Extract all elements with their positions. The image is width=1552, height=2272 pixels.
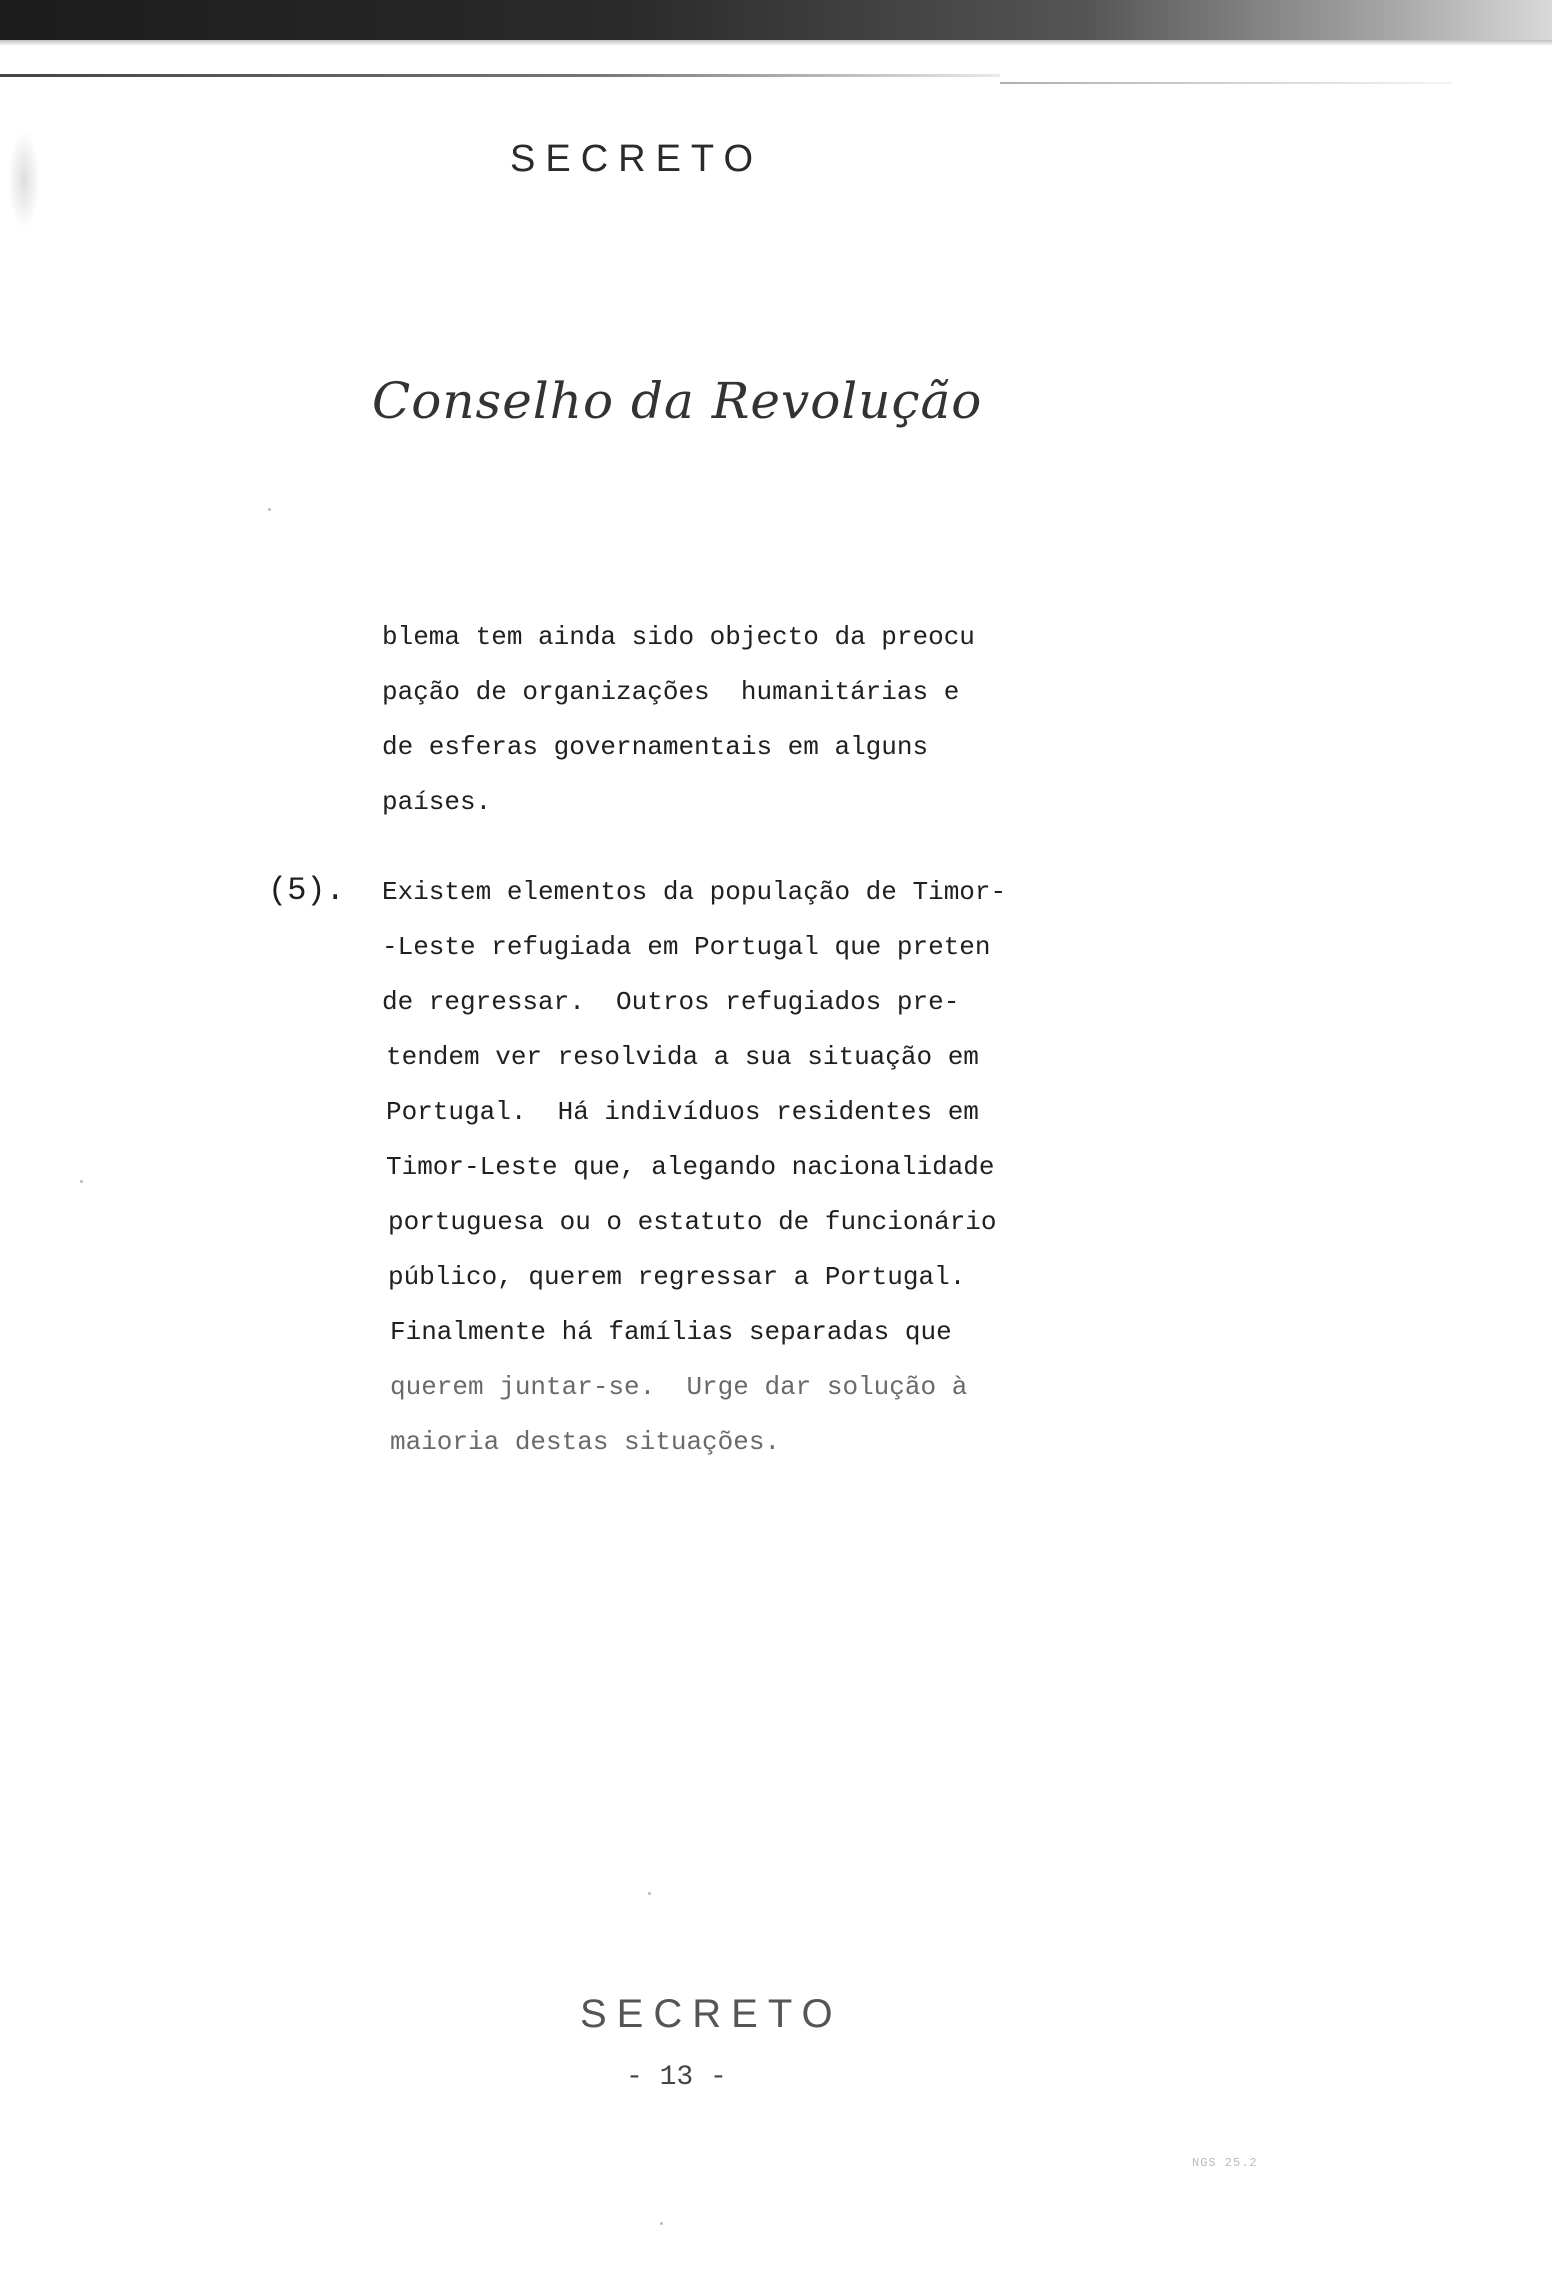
text-line: Portugal. Há indivíduos residentes em — [386, 1097, 979, 1127]
text-line: de esferas governamentais em alguns — [382, 732, 929, 762]
classification-stamp-top: SECRETO — [510, 138, 764, 180]
text-line: países. — [382, 787, 492, 817]
scan-artifact-top-bar — [0, 0, 1552, 40]
scan-artifact-speck — [8, 130, 40, 230]
text-line: maioria destas situações. — [390, 1427, 781, 1457]
text-line: portuguesa ou o estatuto de funcionário — [388, 1207, 997, 1237]
page-number: - 13 - — [626, 2062, 727, 2093]
text-line: Finalmente há famílias separadas que — [390, 1317, 952, 1347]
classification-stamp-bottom: SECRETO — [580, 1992, 843, 2036]
text-line: tendem ver resolvida a sua situação em — [386, 1042, 979, 1072]
scan-speck — [660, 2222, 663, 2225]
text-line: pação de organizações humanitárias e — [382, 677, 960, 707]
letterhead: Conselho da Revolução — [372, 372, 983, 430]
text-line: blema tem ainda sido objecto da preocu — [382, 622, 975, 652]
scan-speck — [80, 1180, 83, 1183]
scan-artifact-line — [1000, 82, 1452, 84]
scan-speck — [268, 508, 271, 511]
text-line: -Leste refugiada em Portugal que preten — [382, 932, 991, 962]
scan-speck — [648, 1892, 651, 1895]
text-line: de regressar. Outros refugiados pre- — [382, 987, 960, 1017]
text-line: público, querem regressar a Portugal. — [388, 1262, 966, 1292]
reference-code: NGS 25.2 — [1192, 2156, 1258, 2170]
paragraph-number: (5). — [268, 872, 345, 909]
scan-artifact-line — [0, 74, 1000, 77]
text-line: Existem elementos da população de Timor- — [382, 877, 1007, 907]
text-line: Timor-Leste que, alegando nacionalidade — [386, 1152, 995, 1182]
text-line: querem juntar-se. Urge dar solução à — [390, 1372, 968, 1402]
